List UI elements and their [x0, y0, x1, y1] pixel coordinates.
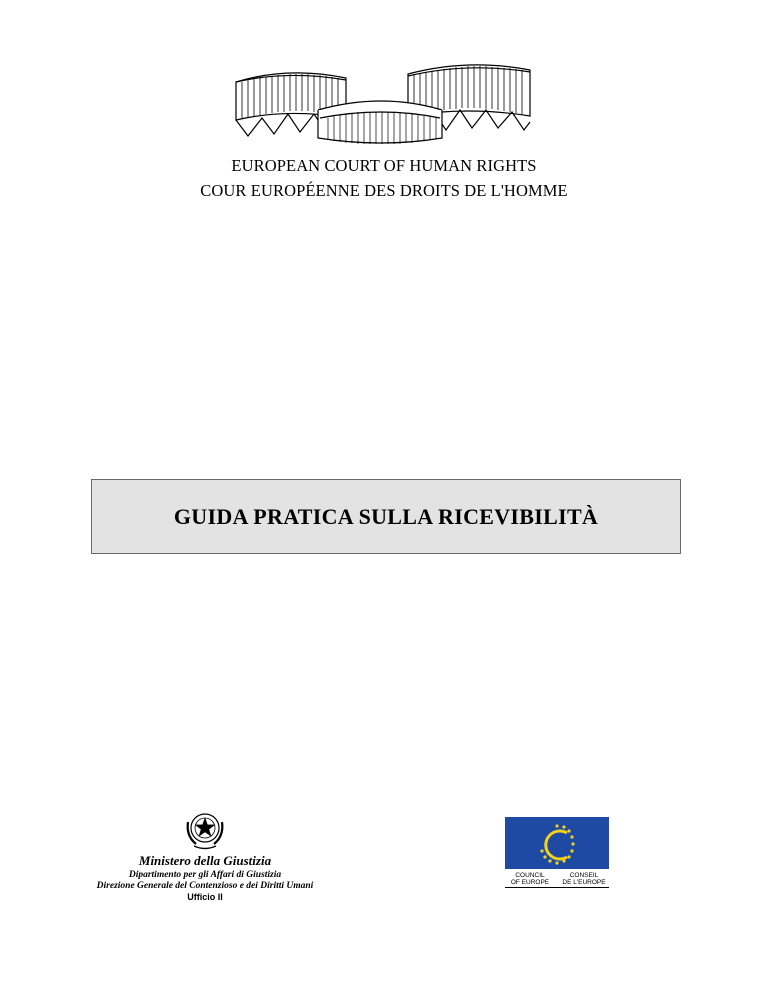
ministry-department: Dipartimento per gli Affari di Giustizia: [128, 870, 282, 880]
coe-label-english: [505, 872, 555, 886]
coe-label-fr-line2: DE L'EUROPE: [562, 879, 606, 886]
coe-label-french: [559, 872, 609, 886]
title-box: [91, 479, 681, 554]
ministry-name: Ministero della Giustizia: [138, 853, 272, 868]
coe-emblem-svg: [505, 817, 609, 869]
coe-underline: [505, 887, 609, 888]
ministry-directorate: Direzione Generale del Contenzioso e dei Diritti Umani: [96, 881, 314, 891]
coe-labels: [505, 872, 609, 886]
italian-republic-emblem-icon: [182, 806, 228, 852]
coe-label-en-line1: COUNCIL: [515, 872, 545, 879]
coe-label-fr-line1: CONSEIL: [569, 872, 599, 879]
ministry-office: Ufficio II: [187, 892, 223, 902]
court-name-english: EUROPEAN COURT OF HUMAN RIGHTS: [231, 156, 537, 175]
coe-label-en-line2: OF EUROPE: [510, 879, 550, 886]
document-title: GUIDA PRATICA SULLA RICEVIBILITÀ: [173, 503, 599, 529]
council-of-europe-logo-icon: [505, 817, 609, 869]
court-name-french: COUR EUROPÉENNE DES DROITS DE L'HOMME: [200, 181, 568, 200]
court-building-icon: [228, 52, 540, 148]
